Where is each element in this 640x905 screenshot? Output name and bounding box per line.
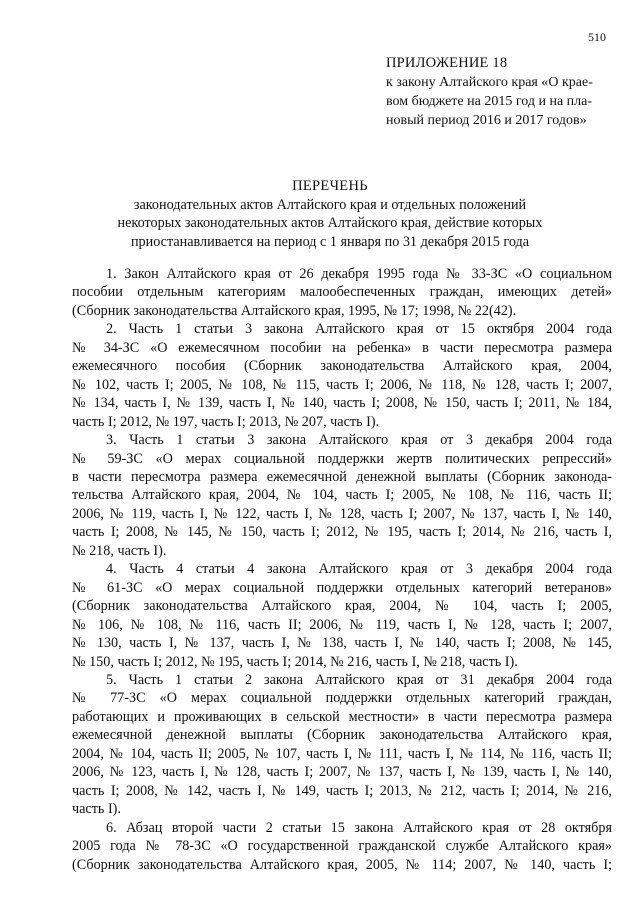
text-line: (Сборник законодательства Алтайского края, 2005, № 114; 2007, № 140, часть I; [72, 856, 612, 873]
list-item [72, 671, 612, 819]
document-heading [60, 177, 600, 251]
text-line: тельства Алтайского края, 2004, № 104, часть I; 2005, № 108, № 116, часть II; [72, 487, 612, 504]
text-line: 2. Часть 1 статьи 3 закона Алтайского края от 15 октября 2004 года [106, 321, 612, 338]
list-item [72, 819, 612, 874]
list-item [72, 320, 612, 431]
text-line: № 130, часть I, № 137, часть I, № 138, часть I, № 140, часть I; 2008, № 145, [72, 635, 612, 652]
text-line: 2005 года № 78-ЗС «О государственной гражданской службе Алтайского края» [72, 838, 612, 855]
text-line: № 218, часть I). [72, 542, 167, 559]
text-line: в части пересмотра размера ежемесячной денежной выплаты (Сборник законода- [72, 468, 612, 485]
text-line: 2006, № 119, часть I, № 122, часть I, № 128, часть I; 2007, № 137, часть I, № 140, [72, 505, 612, 522]
text-line: 6. Абзац второй части 2 статьи 15 закона Алтайского края от 28 октября [106, 819, 612, 836]
appendix-line: вом бюджете на 2015 год и на пла- [386, 94, 593, 109]
list-item [72, 431, 612, 560]
list-item [72, 560, 612, 671]
text-line: 3. Часть 1 статьи 3 закона Алтайского края от 3 декабря 2004 года [106, 432, 612, 449]
text-line: 4. Часть 4 статьи 4 закона Алтайского края от 3 декабря 2004 года [106, 561, 612, 578]
text-line: № 102, часть I; 2005, № 108, № 115, часть I; 2006, № 118, № 128, часть I; 2007, [72, 376, 612, 393]
text-line: № 59-ЗС «О мерах социальной поддержки жертв политических репрессий» [72, 450, 612, 467]
text-line: работающих и проживающих в сельской местности» в части пересмотра размера [72, 708, 612, 725]
text-line: пособии отдельным категориям малообеспеченных граждан, имеющих детей» [72, 284, 612, 301]
list-item [72, 265, 612, 320]
text-line: № 61-ЗС «О мерах социальной поддержки отдельных категорий ветеранов» [72, 579, 612, 596]
text-line: № 134, часть I, № 139, часть I, № 140, часть I; 2008, № 150, часть I; 2011, № 184, [72, 395, 612, 412]
heading-title: ПЕРЕЧЕНЬ [292, 178, 368, 194]
text-line: 2004, № 104, часть II; 2005, № 107, часть I, № 111, часть I, № 114, № 116, часть II; [72, 745, 612, 762]
heading-subtitle-line: приостанавливается на период с 1 января по 31 декабря 2015 года [130, 233, 530, 250]
appendix-block [386, 54, 622, 130]
text-line: ежемесячной денежной выплаты (Сборник законодательства Алтайского края, [72, 727, 612, 744]
heading-subtitle-line: некоторых законодательных актов Алтайского края, действие которых [117, 215, 543, 232]
text-line: № 106, № 108, № 116, часть II; 2006, № 119, часть I, № 128, часть I; 2007, [72, 616, 612, 633]
page-number: 510 [588, 30, 606, 44]
heading-subtitle-line: законодательных актов Алтайского края и отдельных положений [133, 196, 527, 213]
text-line: 2006, № 123, часть I, № 128, часть I; 2007, № 137, часть I, № 139, часть I, № 140, [72, 764, 612, 781]
appendix-line: к закону Алтайского края «О крае- [386, 75, 593, 90]
text-line: часть I; 2012, № 197, часть I; 2013, № 207, часть I). [72, 413, 380, 430]
text-line: (Сборник законодательства Алтайского края, 2004, № 104, часть I; 2005, [72, 598, 612, 615]
text-line: часть I). [72, 801, 121, 818]
appendix-line: новый период 2016 и 2017 годов» [386, 113, 587, 128]
appendix-title: ПРИЛОЖЕНИЕ 18 [386, 55, 508, 71]
acts-list [72, 265, 612, 874]
text-line: № 150, часть I; 2012, № 195, часть I; 2014, № 216, часть I, № 218, часть I). [72, 653, 518, 670]
text-line: часть I; 2008, № 145, № 150, часть I; 2012, № 195, часть I; 2014, № 216, часть I, [72, 524, 612, 541]
text-line: часть I; 2008, № 142, часть I, № 149, часть I; 2013, № 212, часть I; 2014, № 216, [72, 782, 612, 799]
text-line: ежемесячного пособия (Сборник законодательства Алтайского края, 2004, [72, 358, 612, 375]
text-line: 1. Закон Алтайского края от 26 декабря 1995 года № 33-ЗС «О социальном [106, 266, 612, 282]
text-line: № 34-ЗС «О ежемесячном пособии на ребенка» в части пересмотра размера [72, 339, 612, 356]
text-line: № 77-ЗС «О мерах социальной поддержки отдельных категорий граждан, [72, 690, 612, 707]
text-line: 5. Часть 1 статьи 2 закона Алтайского края от 31 декабря 2004 года [106, 671, 612, 688]
text-line: (Сборник законодательства Алтайского края, 1995, № 17; 1998, № 22(42). [72, 302, 517, 319]
